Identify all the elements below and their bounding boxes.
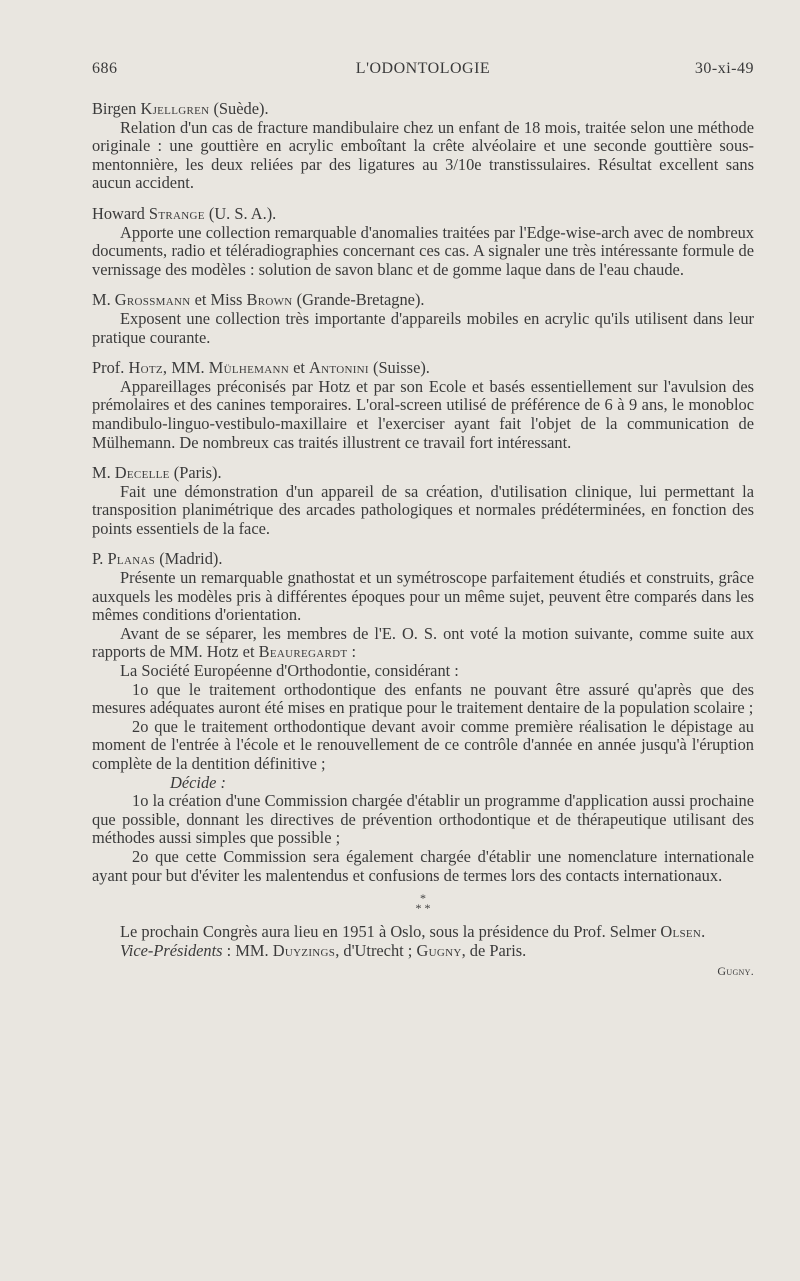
- paragraph-vice-presidents: Vice-Présidents : MM. Duyzings, d'Utrecht ; Gugny, de Paris.: [120, 940, 527, 960]
- paragraph-decision-2: 2o que cette Commission sera également chargée d'établir une nomenclature internationale ayant pour but d'éviter les malentendus et confusions de termes lors des contacts internationaux.: [92, 846, 754, 885]
- paragraph-strange: Apporte une collection remarquable d'anomalies traitées par l'Edge-wise-arch avec de nombreux documents, radio et téléradiographies concernant ces cas. A signaler une très intéressante formule de vernissage des modèles : solution de savon blanc et de gomme laque dans de l'eau chaude.: [92, 222, 754, 279]
- paragraph-motion: Avant de se séparer, les membres de l'E. O. S. ont voté la motion suivante, comme suite aux rapports de MM. Hotz et Beauregardt :: [92, 623, 754, 662]
- paragraph-hotz: Appareillages préconisés par Hotz et par son Ecole et basés essentiellement sur l'avulsion des prémolaires et des canines temporaires. L'oral-screen utilisé de préférence de 6 à 9 ans, le monobloc mandibulo-linguo-vestibulo-maxillaire et l'exerciser ayant fait l'objet de la communication de Mülhemann. De nombreux cas traités illustrent ce travail fort intéressant.: [92, 376, 754, 452]
- paragraph-planas: Présente un remarquable gnathostat et un symétroscope parfaitement étudiés et construits, grâce auxquels les modèles pris à différentes époques pour un même sujet, peuvent être comparés dans les mêmes conditions d'orientation.: [92, 568, 754, 625]
- separator-stars-bottom: * *: [415, 901, 431, 916]
- separator-star-top: *: [420, 891, 426, 906]
- page-number: 686: [92, 60, 118, 77]
- article-body: [92, 100, 754, 981]
- speaker-line-grossmann: M. Grossmann et Miss Brown (Grande-Bretagne).: [92, 290, 425, 310]
- section-separator: [92, 891, 754, 916]
- paragraph-kjellgren: Relation d'un cas de fracture mandibulaire chez un enfant de 18 mois, traitée selon une méthode originale : une gouttière en acrylic emboîtant la crête alvéolaire et une seconde gouttière sous-mentonnière, les deux reliées par des ligatures au 3/10e transtissulaires. Résultat excellent sans aucun accident.: [92, 117, 754, 193]
- speaker-line-hotz: Prof. Hotz, MM. Mülhemann et Antonini (Suisse).: [92, 358, 430, 378]
- speaker-line-planas: P. Planas (Madrid).: [92, 549, 223, 569]
- decide-heading: Décide :: [170, 772, 226, 792]
- paragraph-society: La Société Européenne d'Orthodontie, considérant :: [120, 661, 459, 681]
- journal-title: L'ODONTOLOGIE: [355, 60, 491, 77]
- paragraph-decision-1: 1o la création d'une Commission chargée d'établir un programme d'application aussi prochaine que possible, donnant les directives de prévention orthodontique et de thérapeutique utilisant des méthodes aussi simples que possible ;: [92, 791, 754, 848]
- speaker-line-kjellgren: Birgen Kjellgren (Suède).: [92, 99, 269, 118]
- paragraph-considerant-2: 2o que le traitement orthodontique devant avoir comme première réalisation le dépistage au moment de l'entrée à l'école et le renouvellement de ce contrôle d'année en année jusqu'à l'éruption complète de la dentition définitive ;: [92, 716, 754, 773]
- paragraph-grossmann: Exposent une collection très importante d'appareils mobiles en acrylic qu'ils utilisent dans leur pratique courante.: [92, 308, 754, 347]
- issue-date: 30-xi-49: [694, 60, 754, 77]
- paragraph-decelle: Fait une démonstration d'un appareil de sa création, d'utilisation clinique, lui permettant la transposition planimétrique des arcades pathologiques et normales prédéterminées, en fonction des points essentiels de la face.: [92, 481, 754, 538]
- paragraph-considerant-1: 1o que le traitement orthodontique des enfants ne pouvant être assuré qu'après que des mesures adéquates auront été mises en pratique pour le traitement dentaire de la population scolaire ;: [92, 679, 754, 718]
- paragraph-next-congress: Le prochain Congrès aura lieu en 1951 à Oslo, sous la présidence du Prof. Selmer Olsen.: [120, 922, 706, 942]
- speaker-line-strange: Howard Strange (U. S. A.).: [92, 203, 277, 223]
- speaker-line-decelle: M. Decelle (Paris).: [92, 463, 222, 483]
- author-signature: Gugny.: [717, 964, 754, 979]
- page-header: [92, 60, 754, 84]
